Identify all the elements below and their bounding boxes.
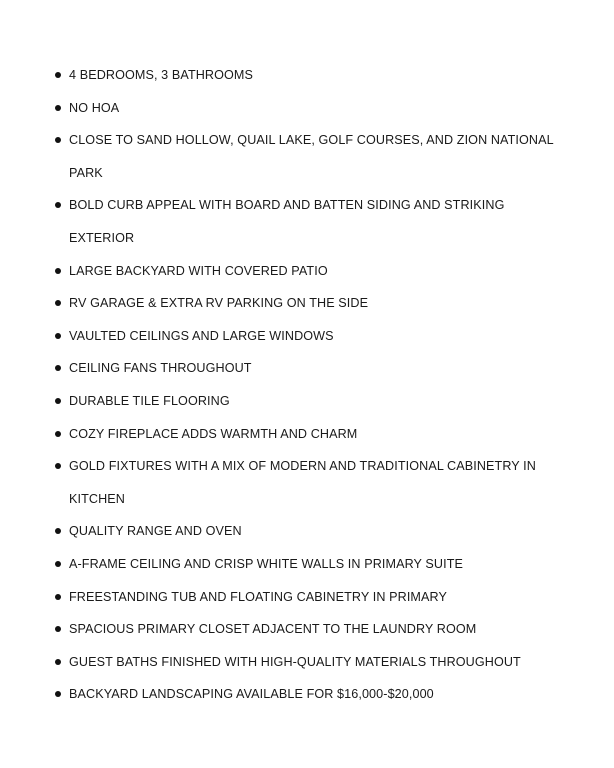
list-item-text: GOLD FIXTURES WITH A MIX OF MODERN AND TRADITIONAL CABINETRY IN KITCHEN — [69, 459, 536, 506]
bullet-icon — [55, 365, 61, 371]
list-item-text: CEILING FANS THROUGHOUT — [69, 361, 252, 376]
bullet-icon — [55, 333, 61, 339]
list-item — [0, 352, 614, 385]
list-item — [0, 287, 614, 320]
list-item-text: RV GARAGE & EXTRA RV PARKING ON THE SIDE — [69, 296, 369, 311]
list-item-text: COZY FIREPLACE ADDS WARMTH AND CHARM — [69, 426, 358, 441]
bullet-icon — [55, 105, 61, 111]
list-item-text: BOLD CURB APPEAL WITH BOARD AND BATTEN SIDING AND STRIKING EXTERIOR — [69, 198, 505, 245]
list-item — [0, 613, 614, 646]
list-item-text: QUALITY RANGE AND OVEN — [69, 524, 242, 539]
list-item-text: A-FRAME CEILING AND CRISP WHITE WALLS IN PRIMARY SUITE — [69, 556, 464, 571]
list-item — [0, 581, 614, 614]
list-item-text: SPACIOUS PRIMARY CLOSET ADJACENT TO THE LAUNDRY ROOM — [69, 622, 477, 637]
list-item — [0, 418, 614, 451]
bullet-icon — [55, 137, 61, 143]
list-item — [0, 548, 614, 581]
list-item — [0, 189, 614, 254]
bullet-icon — [55, 431, 61, 437]
list-item-text: 4 BEDROOMS, 3 BATHROOMS — [69, 68, 254, 82]
list-item — [0, 255, 614, 288]
list-item — [0, 646, 614, 679]
bullet-icon — [55, 398, 61, 404]
list-item-text: VAULTED CEILINGS AND LARGE WINDOWS — [69, 328, 334, 343]
bullet-icon — [55, 626, 61, 632]
list-item-text: CLOSE TO SAND HOLLOW, QUAIL LAKE, GOLF COURSES, AND ZION NATIONAL PARK — [69, 133, 554, 180]
list-item-text: LARGE BACKYARD WITH COVERED PATIO — [69, 263, 328, 278]
list-item-text: DURABLE TILE FLOORING — [69, 393, 230, 408]
list-item-text: GUEST BATHS FINISHED WITH HIGH-QUALITY MATERIALS THROUGHOUT — [69, 654, 521, 669]
bullet-icon — [55, 594, 61, 600]
list-item — [0, 450, 614, 515]
list-item — [0, 59, 614, 92]
list-item-text: FREESTANDING TUB AND FLOATING CABINETRY IN PRIMARY — [69, 589, 447, 604]
bullet-icon — [55, 528, 61, 534]
list-item-text: BACKYARD LANDSCAPING AVAILABLE FOR $16,000-$20,000 — [69, 687, 434, 702]
list-item — [0, 385, 614, 418]
bullet-icon — [55, 300, 61, 306]
list-item — [0, 92, 614, 125]
list-item — [0, 678, 614, 711]
list-item — [0, 124, 614, 189]
bullet-icon — [55, 202, 61, 208]
bullet-icon — [55, 72, 61, 78]
list-item — [0, 515, 614, 548]
bullet-icon — [55, 691, 61, 697]
list-item — [0, 320, 614, 353]
list-item-text: NO HOA — [69, 100, 120, 115]
bullet-icon — [55, 268, 61, 274]
feature-list — [0, 59, 614, 711]
bullet-icon — [55, 659, 61, 665]
bullet-icon — [55, 561, 61, 567]
bullet-icon — [55, 463, 61, 469]
